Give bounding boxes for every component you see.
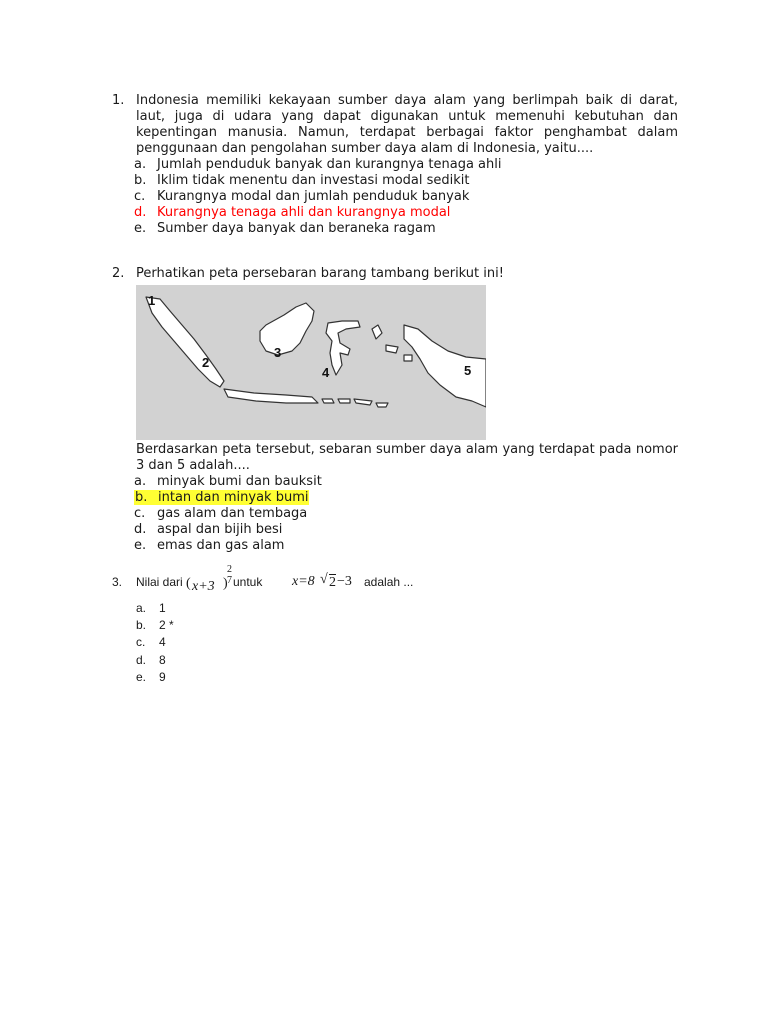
option-c: c. 4 — [136, 635, 166, 650]
map-label-1: 1 — [148, 293, 156, 308]
option-a: a. minyak bumi dan bauksit — [134, 474, 322, 489]
question-text: Indonesia memiliki kekayaan sumber daya alam yang berlimpah baik di darat, laut, juga di udara yang dapat digunakan untuk memenuhi kebutuhan dan kepentingan manusia. Namun, terdapat berbagai faktor penghambat dalam penggunaan dan pengolahan sumber daya alam di Indonesia, yaitu.... — [136, 93, 678, 156]
indonesia-map-image — [136, 285, 486, 440]
map-label-2: 2 — [202, 355, 210, 370]
option-a: a. Jumlah penduduk banyak dan kurangnya tenaga ahli — [134, 157, 502, 172]
sqrt-icon: √ — [320, 572, 328, 587]
question-text: Nilai dari ( x+3 ) 2 7 untuk x=8 √ 2 −3 adalah ... — [136, 564, 414, 594]
option-a: a. 1 — [136, 601, 166, 615]
option-e: e. Sumber daya banyak dan beraneka ragam — [134, 221, 436, 236]
option-b-answer: b. 2 * — [136, 618, 174, 633]
question-text: Berdasarkan peta tersebut, sebaran sumber daya alam yang terdapat pada nomor 3 dan 5 adalah.... — [136, 442, 678, 473]
map-label-5: 5 — [464, 363, 472, 378]
question-1 — [112, 93, 678, 237]
question-2 — [112, 266, 678, 554]
option-b: b. Iklim tidak menentu dan investasi modal sedikit — [134, 173, 470, 188]
question-number: 2. — [112, 266, 125, 281]
question-number: 3. — [112, 575, 123, 589]
map-label-3: 3 — [274, 345, 282, 360]
option-e: e. emas dan gas alam — [134, 538, 285, 553]
option-d: d. aspal dan bijih besi — [134, 522, 283, 537]
map-label-4: 4 — [322, 365, 330, 380]
option-list — [112, 157, 678, 237]
option-d-answer: d. Kurangnya tenaga ahli dan kurangnya modal — [134, 205, 451, 220]
question-number: 1. — [112, 93, 125, 108]
option-c: c. Kurangnya modal dan jumlah penduduk banyak — [134, 189, 470, 204]
question-3 — [112, 564, 678, 686]
option-list — [112, 600, 678, 686]
question-intro: Perhatikan peta persebaran barang tambang berikut ini! — [136, 266, 504, 281]
option-d: d. 8 — [136, 652, 166, 667]
option-e: e. 9 — [136, 669, 166, 684]
option-b-answer: b. intan dan minyak bumi — [135, 490, 309, 505]
option-c: c. gas alam dan tembaga — [134, 506, 308, 521]
option-list — [112, 474, 678, 554]
